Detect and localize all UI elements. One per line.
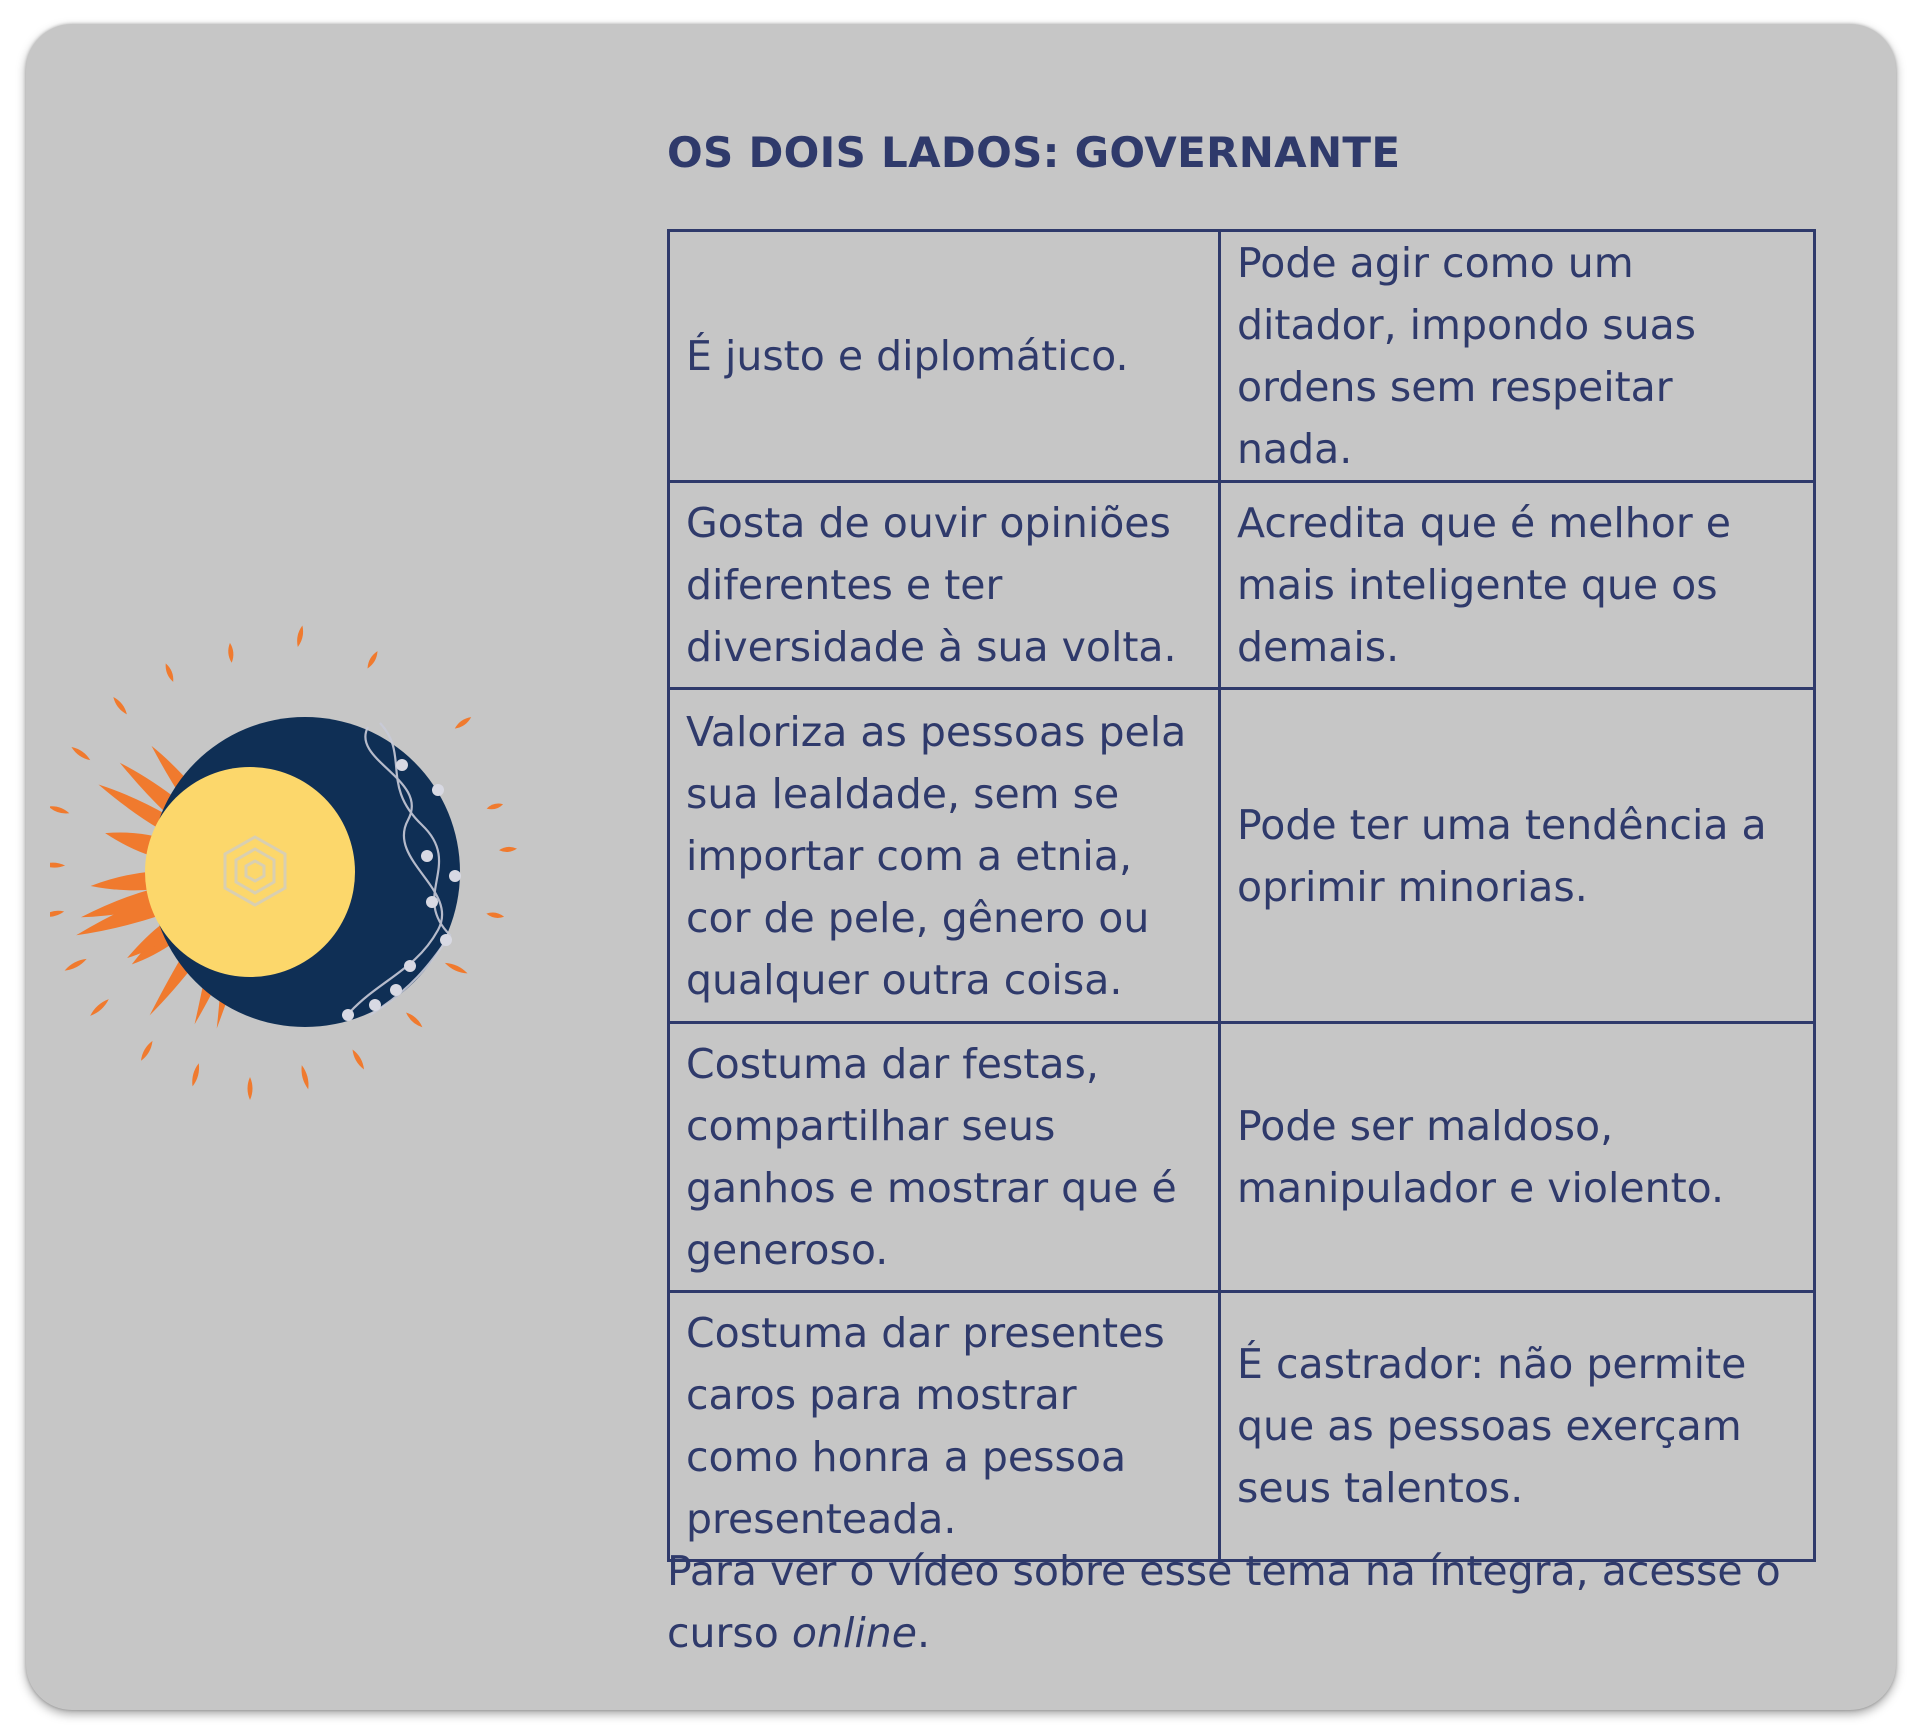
page-title: OS DOIS LADOS: GOVERNANTE [667,128,1401,177]
sun-ray-drop-icon [113,697,127,714]
table-row [669,689,1815,1023]
sun-ray-drop-icon [486,913,504,918]
shadow-trait-cell: Pode agir como um ditador, impondo suas ordens sem respeitar nada. [1220,231,1815,482]
sun-ray-drop-icon [487,803,503,809]
light-trait-cell: Costuma dar presentes caros para mostrar como honra a pessoa presenteada. [669,1292,1220,1561]
sun-ray-drop-icon [166,663,174,682]
sun-ray-drop-icon [248,1077,253,1100]
light-trait-cell: É justo e diplomático. [669,231,1220,482]
sun-ray-drop-icon [406,1013,422,1028]
sun-ray-drop-icon [499,847,517,852]
light-trait-cell: Valoriza as pessoas pela sua lealdade, sem se importar com a etnia, cor de pele, gênero ou qualquer outra coisa. [669,689,1220,1023]
sun-ray-drop-icon [455,717,471,728]
table-row [669,482,1815,689]
sun-ray-drop-icon [50,911,64,917]
footnote-text: Para ver o vídeo sobre esse tema na íntegra, acesse o curso [667,1547,1781,1657]
sun-ray-drop-icon [90,999,109,1016]
sun-ray-drop-icon [368,651,378,668]
shadow-trait-cell: Pode ter uma tendência a oprimir minorias. [1220,689,1815,1023]
sun-ray-drop-icon [141,1041,153,1061]
sun-moon-eclipse-icon [50,620,610,1110]
footnote-online-link[interactable]: online [791,1609,917,1657]
light-trait-cell: Costuma dar festas, compartilhar seus ganhos e mostrar que é generoso. [669,1023,1220,1292]
sun-ray-drop-icon [228,643,233,663]
sun-ray-drop-icon [65,959,87,971]
shadow-trait-cell: Pode ser maldoso, manipulador e violento. [1220,1023,1815,1292]
sun-ray-drop-icon [445,963,468,974]
sun-ray-drop-icon [302,1065,309,1089]
traits-table [667,229,1816,1562]
footnote-end: . [916,1609,930,1657]
table-row [669,231,1815,482]
shadow-trait-cell: Acredita que é melhor e mais inteligente que os demais. [1220,482,1815,689]
table-row [669,1292,1815,1561]
sun-flame-icon [91,872,152,891]
table-row [669,1023,1815,1292]
shadow-trait-cell: É castrador: não permite que as pessoas exerçam seus talentos. [1220,1292,1815,1561]
course-footnote [667,1540,1847,1664]
light-trait-cell: Gosta de ouvir opiniões diferentes e ter diversidade à sua volta. [669,482,1220,689]
sun-ray-drop-icon [192,1063,199,1086]
sun-ray-drop-icon [353,1050,365,1070]
sun-ray-drop-icon [297,626,303,648]
sun-ray-drop-icon [50,863,65,868]
sun-ray-drop-icon [50,806,69,813]
sun-ray-drop-icon [71,747,90,760]
